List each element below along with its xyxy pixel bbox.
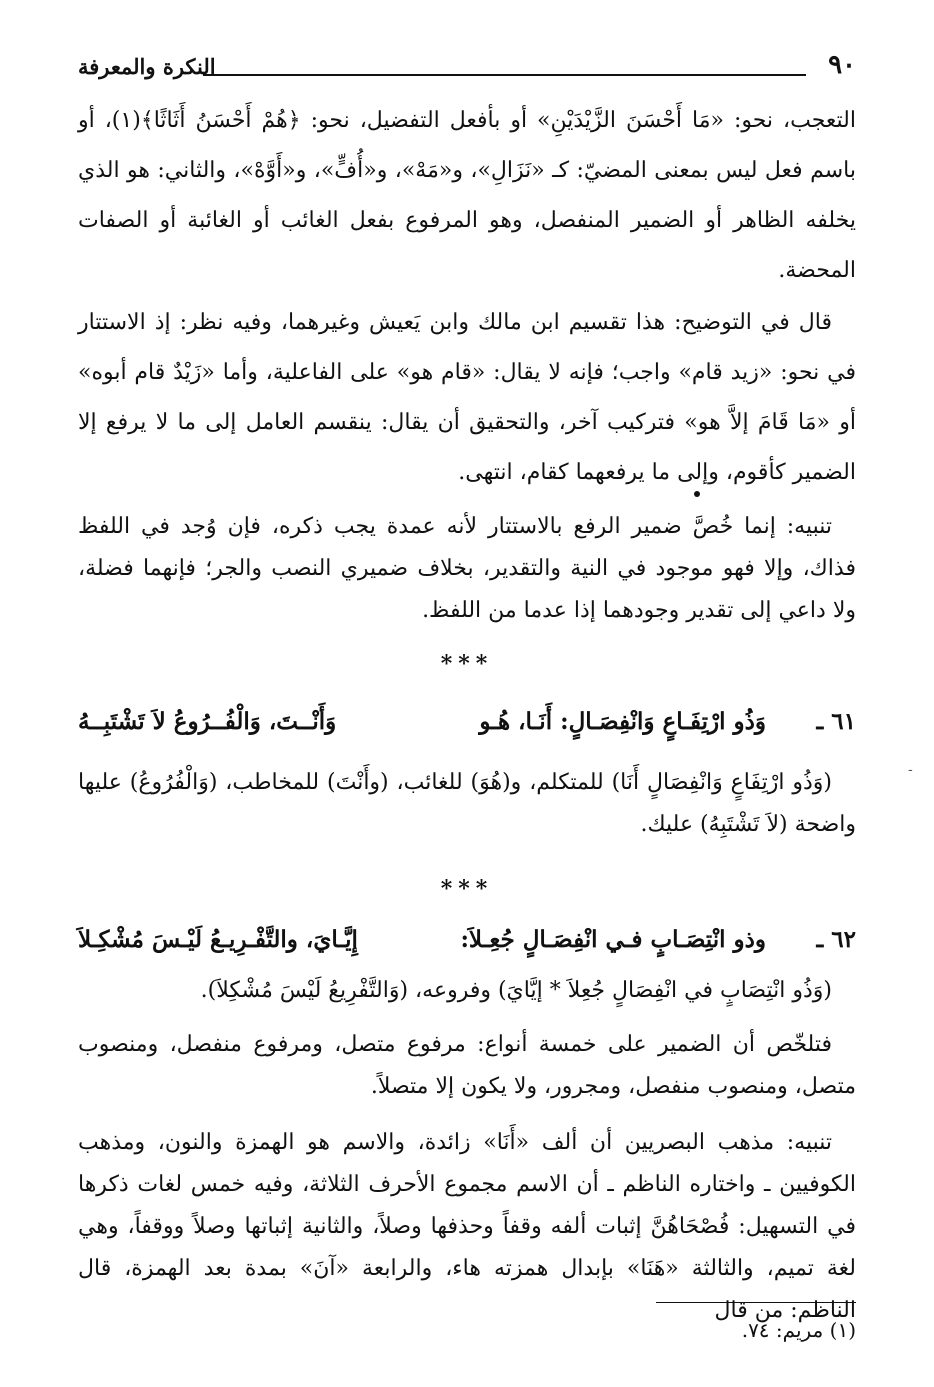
verse-hemistich-first: وذو انْتِصَـابٍ فـي انْفِصَـالٍ جُعِـلاَ: xyxy=(460,926,766,953)
verse-hemistich-second: إِيَّـايَ، والتَّفْـرِيـعُ لَيْـسَ مُشْكِـلاَ xyxy=(78,926,358,953)
paragraph-3-note: تنبيه: إنما خُصَّ ضمير الرفع بالاستتار لأنه عمدة يجب ذكره، فإن وُجد في اللفظ فذاك، وإلا فهو موجود في النية والتقدير، بخلاف ضميري النصب والجر؛ فإنهما فضلة، ولا داعي إلى تقدير وجودهما إذا عدما من اللفظ. xyxy=(78,514,856,623)
margin-mark: - xyxy=(908,762,913,778)
footnote: (١) مريم: ٧٤. xyxy=(741,1318,856,1342)
verse-number: ٦٢ ـ xyxy=(816,926,856,953)
header-rule xyxy=(203,74,806,76)
section-separator: *** xyxy=(440,876,494,902)
paragraph-5-commentary: (وَذُو انْتِصَابٍ في انْفِصَالٍ جُعِلاَ * إيَّايَ) وفروعه، (وَالتَّفْرِيعُ لَيْسَ مُشْكِلاَ). xyxy=(200,978,832,1003)
paragraph-2: قال في التوضيح: هذا تقسيم ابن مالك وابن يَعيش وغيرهما، وفيه نظر: إذ الاستتار في نحو: «زيد قام» واجب؛ فإنه لا يقال: «قام هو» على الفاعلية، وأما «زَيْدٌ قام أبوه» أو «مَا قَامَ إلاَّ هو» فتركيب آخر، والتحقيق أن يقال: ينقسم العامل إلى ما لا يرفع إلا الضمير كأقوم، وإلى ما يرفعهما كقام، انتهى. xyxy=(78,310,856,485)
ink-dot xyxy=(694,491,700,497)
page-header xyxy=(78,50,856,90)
paragraph-4-commentary: (وَذُو ارْتِفَاعٍ وَانْفِصَالٍ أَنَا) للمتكلم، و(هُوَ) للغائب، (وأَنْتَ) للمخاطب، (وَالْفُرُوعُ) عليها واضحة (لاَ تَشْتَبِهُ) عليك. xyxy=(78,770,856,837)
paragraph-6: فتلخّص أن الضمير على خمسة أنواع: مرفوع متصل، ومرفوع منفصل، ومنصوب متصل، ومنصوب منفصل، ومجرور، ولا يكون إلا متصلاً. xyxy=(78,1032,856,1099)
paragraph-1: التعجب، نحو: «مَا أَحْسَنَ الزَّيْدَيْنِ» أو بأفعل التفضيل، نحو: ﴿هُمْ أَحْسَنُ أَثَاثًا﴾(١)، أو باسم فعل ليس بمعنى المضيّ: كـ «نَزَالِ»، و«مَهْ»، و«أُفٍّ»، و«أَوَّهْ»، والثاني: هو الذي يخلفه الظاهر أو الضمير المنفصل، وهو المرفوع بفعل الغائب أو الغائبة أو الصفات المحضة. xyxy=(78,108,856,283)
verse-hemistich-first: وَذُو ارْتِفَـاعٍ وَانْفِصَـالٍ: أَنَـا، هُـو xyxy=(479,708,766,735)
section-separator: *** xyxy=(440,651,494,677)
verse-62 xyxy=(78,918,856,966)
verse-61 xyxy=(78,700,856,748)
verse-hemistich-second: وَأَنْــتَ، وَالْفُــرُوعُ لاَ تَشْتَبِــهُ xyxy=(78,708,337,735)
verse-number: ٦١ ـ xyxy=(816,708,856,735)
footnote-rule xyxy=(656,1302,856,1303)
running-title: النكرة والمعرفة xyxy=(78,54,216,79)
paragraph-7-note: تنبيه: مذهب البصريين أن ألف «أَنَا» زائدة، والاسم هو الهمزة والنون، ومذهب الكوفيين ـ واختاره الناظم ـ أن الاسم مجموع الأحرف الثلاثة، وفيه خمس لغات ذكرها في التسهيل: فُصْحَاهُنَّ إثبات ألفه وقفاً وحذفها وصلاً، والثانية إثباتها وصلاً ووقفاً، وهي لغة تميم، والثالثة «هَنَا» بإبدال همزته هاء، والرابعة «آنَ» بمدة بعد الهمزة، قال الناظم: من قال xyxy=(78,1130,856,1323)
page-number: ٩٠ xyxy=(828,50,856,80)
